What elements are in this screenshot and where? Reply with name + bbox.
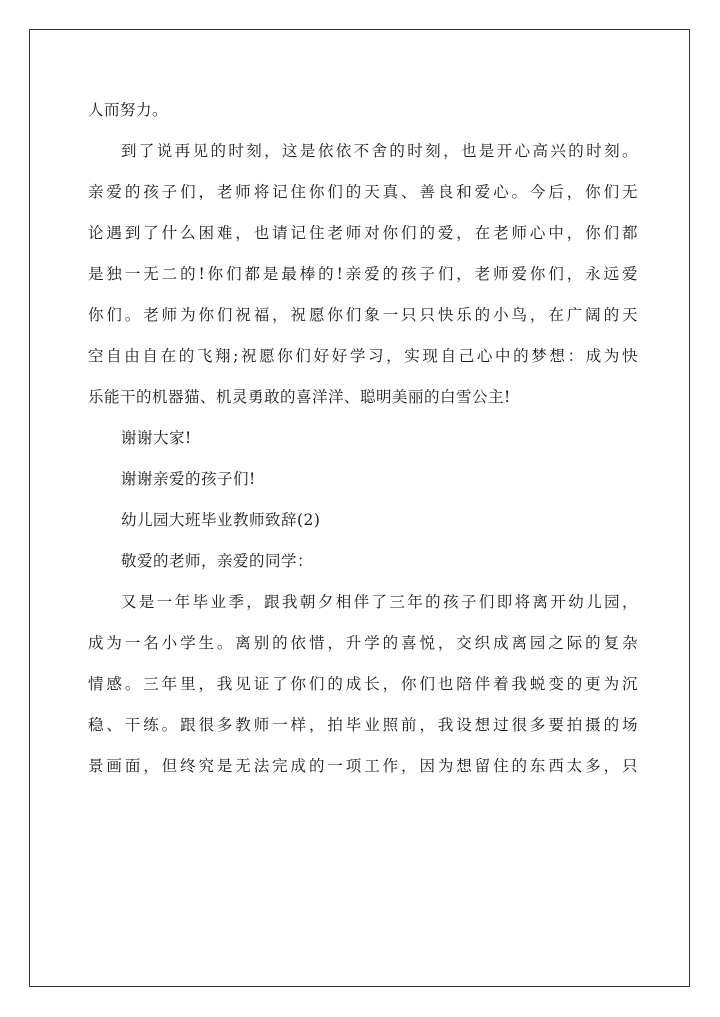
text-line: 是独一无二的!你们都是最棒的!亲爱的孩子们，老师爱你们，永远爱 xyxy=(88,265,638,283)
text-line: 情感。三年里，我见证了你们的成长，你们也陪伴着我蜕变的更为沉 xyxy=(88,675,638,693)
text-line: 景画面，但终究是无法完成的一项工作，因为想留住的东西太多，只 xyxy=(88,757,638,775)
text-line: 到了说再见的时刻，这是依依不舍的时刻，也是开心高兴的时刻。 xyxy=(121,142,638,160)
text-line: 谢谢大家! xyxy=(121,429,192,447)
text-line: 又是一年毕业季，跟我朝夕相伴了三年的孩子们即将离开幼儿园， xyxy=(121,593,638,611)
text-line: 人而努力。 xyxy=(88,101,169,119)
document-body xyxy=(88,90,638,787)
text-line: 乐能干的机器猫、机灵勇敢的喜洋洋、聪明美丽的白雪公主! xyxy=(88,388,511,406)
text-line: 亲爱的孩子们，老师将记住你们的天真、善良和爱心。今后，你们无 xyxy=(88,183,638,201)
text-line: 空自由自在的飞翔;祝愿你们好好学习，实现自己心中的梦想：成为快 xyxy=(88,347,638,365)
text-line: 谢谢亲爱的孩子们! xyxy=(121,470,256,488)
text-line: 成为一名小学生。离别的依惜，升学的喜悦，交织成离园之际的复杂 xyxy=(88,634,638,652)
text-line: 论遇到了什么困难，也请记住老师对你们的爱，在老师心中，你们都 xyxy=(88,224,638,242)
salutation: 敬爱的老师，亲爱的同学： xyxy=(121,552,314,570)
text-line: 你们。老师为你们祝福，祝愿你们象一只只快乐的小鸟，在广阔的天 xyxy=(88,306,638,324)
text-line: 稳、干练。跟很多教师一样，拍毕业照前，我设想过很多要拍摄的场 xyxy=(88,716,638,734)
section-heading: 幼儿园大班毕业教师致辞(2) xyxy=(121,511,321,529)
